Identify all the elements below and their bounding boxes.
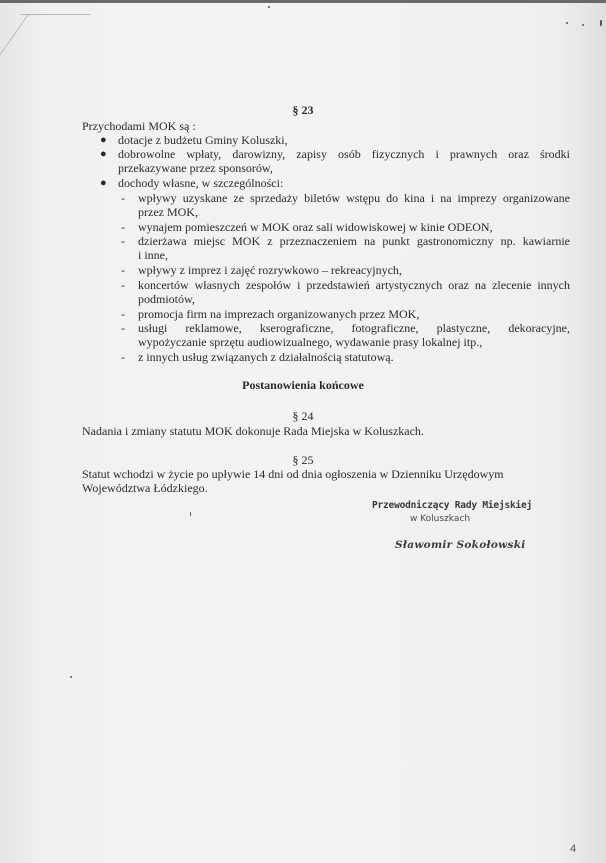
bullet-item: dobrowolne wpłaty, darowizny, zapisy osób fizycznych i prawnych oraz środki	[118, 147, 570, 161]
sub-item-continuation: wypożyczanie sprzętu audiowizualnego, wydawanie prasy lokalnej itp.,	[138, 335, 483, 349]
section-24-text: Nadania i zmiany statutu MOK dokonuje Rada Miejska w Koluszkach.	[82, 424, 424, 438]
stamp-signatory-name: Sławomir Sokołowski	[395, 539, 526, 551]
bullet-item: dochody własne, w szczególności:	[118, 176, 284, 190]
sub-item-continuation: podmiotów,	[138, 292, 195, 306]
dash-icon: -	[121, 234, 125, 248]
sub-item: promocja firm na imprezach organizowanych przez MOK,	[138, 307, 420, 321]
sub-item-continuation: i inne,	[138, 248, 168, 262]
dash-icon: -	[121, 263, 125, 277]
dash-icon: -	[121, 307, 125, 321]
bullet-item-continuation: przekazywane przez sponsorów,	[118, 161, 273, 175]
stamp-location: w Koluszkach	[410, 514, 471, 524]
sub-item: wynajem pomieszczeń w MOK oraz sali widowiskowej w kinie ODEON,	[138, 220, 493, 234]
scan-speck	[70, 676, 72, 678]
section-25-heading: § 25	[292, 453, 314, 467]
sub-item: koncertów własnych zespołów i przedstawień artystycznych oraz na zlecenie innych	[138, 278, 570, 292]
section-25-line1: Statut wchodzi w życie po upływie 14 dni od dnia ogłoszenia w Dzienniku Urzędowym	[82, 467, 504, 481]
scan-speck	[600, 20, 602, 26]
scan-edge	[0, 0, 606, 3]
sub-item-continuation: przez MOK,	[138, 205, 198, 219]
scan-artifact-slash	[0, 14, 29, 56]
final-provisions-heading: Postanowienia końcowe	[242, 378, 364, 392]
dash-icon: -	[121, 350, 125, 364]
dash-icon: -	[121, 321, 125, 335]
bullet-icon: ●	[100, 148, 107, 160]
stamp-title: Przewodniczący Rady Miejskiej	[372, 500, 533, 511]
dash-icon: -	[121, 191, 125, 205]
section-23-intro: Przychodami MOK są :	[82, 119, 196, 133]
section-23-heading: § 23	[292, 103, 314, 117]
sub-item: wpływy uzyskane ze sprzedaży biletów wstępu do kina i na imprezy organizowane	[138, 191, 570, 205]
scan-speck	[190, 512, 191, 516]
bullet-icon: ●	[100, 177, 107, 189]
scan-speck	[566, 22, 568, 24]
page-number: 4	[570, 843, 577, 855]
sub-item: dzierżawa miejsc MOK z przeznaczeniem na punkt gastronomiczny np. kawiarnie	[138, 234, 570, 248]
scan-speck	[582, 24, 584, 26]
sub-item: z innych usług związanych z działalnością statutową.	[138, 350, 394, 364]
dash-icon: -	[121, 278, 125, 292]
sub-item: usługi reklamowe, kserograficzne, fotograficzne, plastyczne, dekoracyjne,	[138, 321, 570, 335]
section-24-heading: § 24	[292, 409, 314, 423]
dash-icon: -	[121, 220, 125, 234]
scan-speck	[268, 6, 270, 8]
bullet-icon: ●	[100, 134, 107, 146]
section-25-line2: Województwa Łódzkiego.	[82, 481, 208, 495]
bullet-item: dotacje z budżetu Gminy Koluszki,	[118, 133, 288, 147]
sub-item: wpływy z imprez i zajęć rozrywkowo – rekreacyjnych,	[138, 263, 402, 277]
scan-artifact-line	[20, 14, 90, 15]
